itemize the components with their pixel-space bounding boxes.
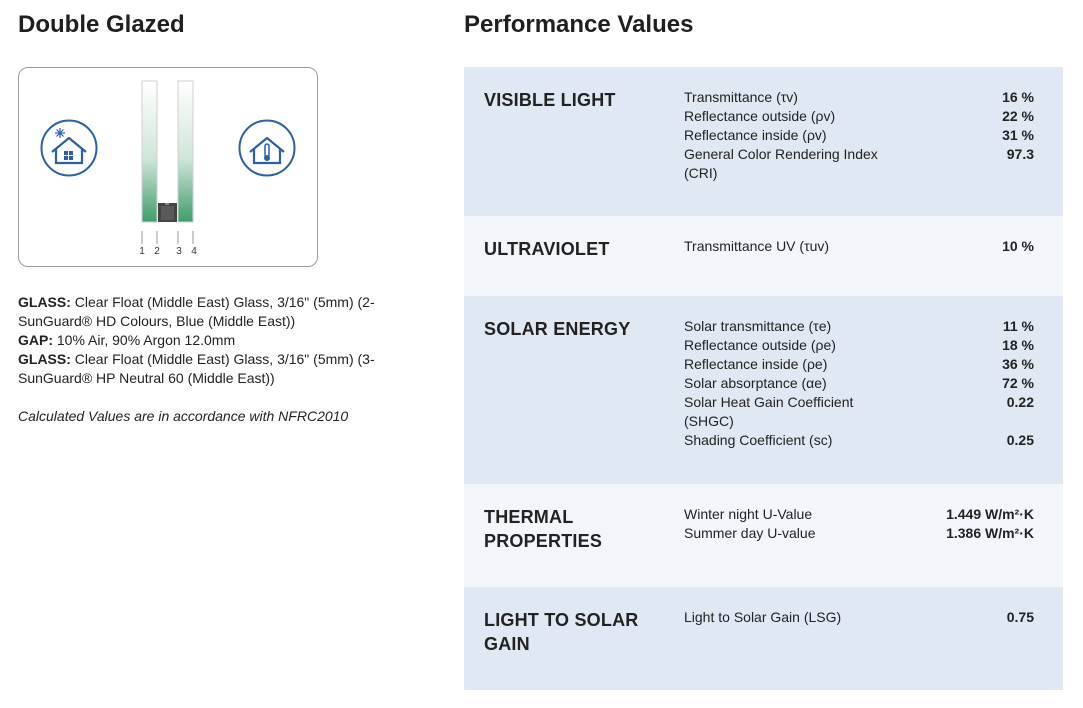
value-row [684, 608, 1034, 627]
value-row [684, 355, 1034, 374]
value-amount: 0.22 [1006, 394, 1034, 410]
section-thermal-properties [464, 484, 1063, 587]
value-amount: 18 % [1002, 337, 1034, 353]
value-row [684, 393, 1034, 431]
value-row [684, 145, 1034, 183]
glass-info-label: GAP: [18, 332, 53, 348]
value-amount: 11 % [1002, 318, 1034, 334]
value-name: Transmittance UV (τuv) [684, 238, 830, 254]
glazing-title: Double Glazed [18, 11, 185, 38]
value-row [684, 317, 1034, 336]
value-name: Shading Coefficient (sc) [684, 432, 833, 448]
calculation-note: Calculated Values are in accordance with NFRC2010 [18, 408, 349, 424]
section-items [684, 317, 1034, 450]
section-label: VISIBLE LIGHT [484, 90, 616, 110]
value-amount: 36 % [1002, 356, 1034, 372]
value-name: Summer day U-value [684, 525, 816, 541]
section-label: SOLAR ENERGY [484, 319, 631, 339]
value-name: Light to Solar Gain (LSG) [684, 609, 842, 625]
performance-title: Performance Values [464, 11, 694, 38]
surface-label-2: 2 [154, 246, 160, 257]
value-row [684, 336, 1034, 355]
glass-info-row [18, 293, 398, 331]
surface-ticks [142, 231, 193, 244]
section-items [684, 505, 1034, 543]
surface-label-1: 1 [139, 246, 145, 257]
value-row [684, 107, 1034, 126]
surface-label-4: 4 [191, 246, 197, 257]
value-name: Reflectance outside (ρv) [684, 108, 836, 124]
section-label: LIGHT TO SOLAR GAIN [484, 610, 639, 654]
glazing-diagram [18, 67, 318, 267]
section-ultraviolet [464, 216, 1063, 296]
glass-info-row [18, 331, 398, 350]
value-amount: 72 % [1002, 375, 1034, 391]
glass-info-text: Clear Float (Middle East) Glass, 3/16" (5mm) (3-SunGuard® HP Neutral 60 (Middle East)) [18, 351, 375, 386]
value-row [684, 88, 1034, 107]
glass-info-label: GLASS: [18, 351, 71, 367]
value-row [684, 505, 1034, 524]
section-label: THERMAL PROPERTIES [484, 507, 603, 551]
value-amount: 31 % [1002, 127, 1034, 143]
section-light-to-solar-gain [464, 587, 1063, 690]
glazing-diagram-svg [19, 68, 319, 268]
house-thermometer-icon [240, 121, 295, 176]
value-name: Transmittance (τv) [684, 89, 798, 105]
value-amount: 22 % [1002, 108, 1034, 124]
value-row [684, 374, 1034, 393]
surface-label-3: 3 [176, 246, 182, 257]
value-amount: 0.75 [1006, 609, 1034, 625]
section-label: ULTRAVIOLET [484, 239, 610, 259]
section-items [684, 237, 1034, 256]
value-name: Reflectance inside (ρv) [684, 127, 827, 143]
house-snowflake-icon [42, 121, 97, 176]
glass-info-text: 10% Air, 90% Argon 12.0mm [53, 332, 236, 348]
value-name: Solar transmittance (τe) [684, 318, 832, 334]
value-amount: 10 % [1002, 238, 1034, 254]
value-row [684, 431, 1034, 450]
glass-panes [142, 81, 193, 222]
value-name: Solar Heat Gain Coefficient (SHGC) [684, 394, 854, 429]
glass-info-label: GLASS: [18, 294, 71, 310]
glass-info-text: Clear Float (Middle East) Glass, 3/16" (5mm) (2-SunGuard® HD Colours, Blue (Middle East)) [18, 294, 375, 329]
section-visible-light [464, 67, 1063, 216]
section-items [684, 608, 1034, 627]
value-name: Winter night U-Value [684, 506, 813, 522]
glass-info-row [18, 350, 398, 388]
value-amount: 0.25 [1006, 432, 1034, 448]
value-amount: 97.3 [1006, 146, 1034, 162]
value-name: Reflectance outside (ρe) [684, 337, 836, 353]
section-items [684, 88, 1034, 183]
value-amount: 1.449 W/m²·K [946, 506, 1034, 522]
value-row [684, 126, 1034, 145]
value-name: Reflectance inside (ρe) [684, 356, 828, 372]
value-amount: 16 % [1002, 89, 1034, 105]
glass-composition [18, 293, 398, 388]
value-row [684, 524, 1034, 543]
value-name: Solar absorptance (αe) [684, 375, 827, 391]
value-name: General Color Rendering Index (CRI) [684, 146, 878, 181]
performance-table [464, 67, 1063, 690]
value-amount: 1.386 W/m²·K [946, 525, 1034, 541]
value-row [684, 237, 1034, 256]
section-solar-energy [464, 296, 1063, 484]
